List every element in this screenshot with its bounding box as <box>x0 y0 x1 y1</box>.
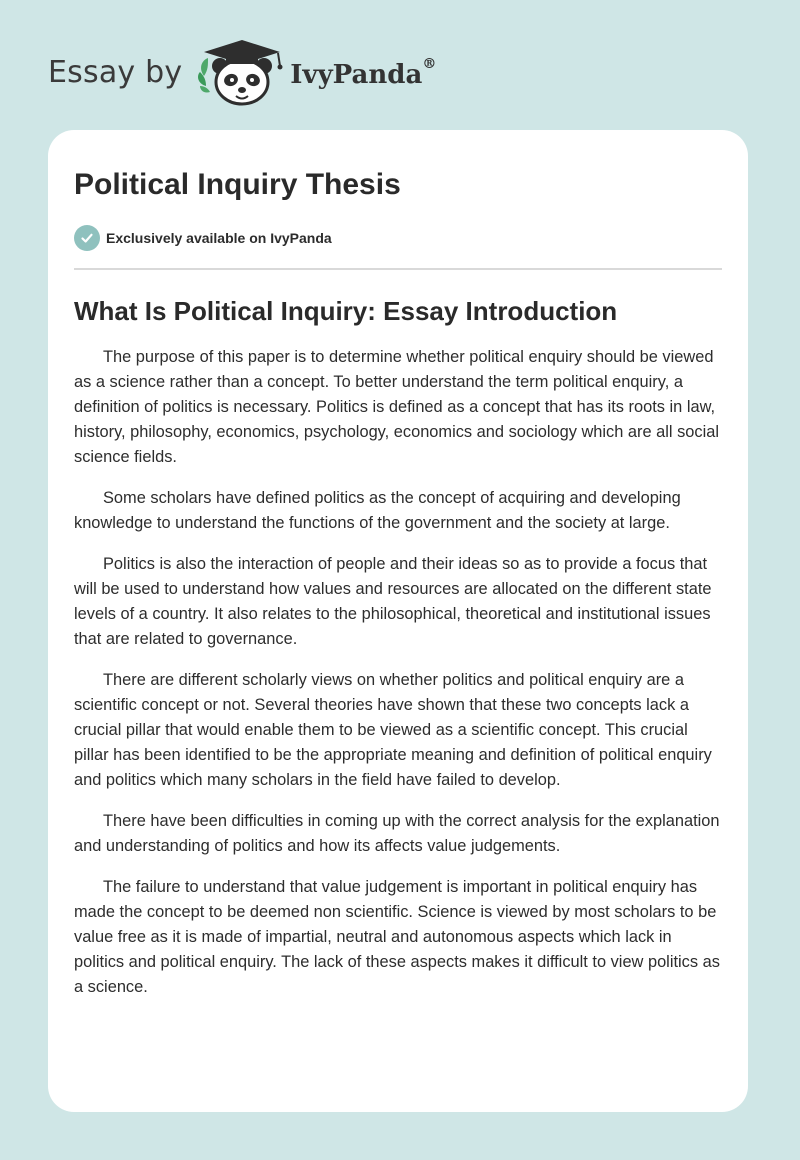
paragraph: The failure to understand that value judgement is important in political enquiry has made the concept to be deemed non scientific. Science is viewed by most scholars to be value free as it is made of impartial, neutral and autonomous aspects which lack in politics and political enquiry. The lack of these aspects makes it difficult to view politics as a science. <box>74 878 720 996</box>
brand-prefix: Essay by <box>48 54 183 90</box>
panda-graduate-icon <box>196 36 288 108</box>
check-circle-icon <box>74 225 100 251</box>
paragraph: Politics is also the interaction of people and their ideas so as to provide a focus that will be used to understand how values and resources are allocated on the different state levels of a country. It also relates to the philosophical, theoretical and institutional issues that are related to governance. <box>74 555 712 648</box>
brand-name: IvyPanda® <box>290 56 437 90</box>
brand-header <box>48 36 436 108</box>
page-title: Political Inquiry Thesis <box>74 168 401 201</box>
paragraph: The purpose of this paper is to determine whether political enquiry should be viewed as a science rather than a concept. To better understand the term political enquiry, a definition of politics is necessary. Politics is defined as a concept that has its roots in law, history, philosophy, economics, psychology, economics and sociology which are all social science fields. <box>74 348 720 466</box>
paragraph: There have been difficulties in coming up with the correct analysis for the explanation and understanding of politics and how its affects value judgements. <box>74 812 720 855</box>
paragraph: There are different scholarly views on whether politics and political enquiry are a scientific concept or not. Several theories have shown that these two concepts lack a crucial pillar that would enable them to be viewed as a scientific concept. This crucial pillar has been identified to be the appropriate meaning and definition of political enquiry and politics which many scholars in the field have failed to develop. <box>74 671 712 789</box>
exclusive-badge <box>74 224 722 252</box>
section-heading: What Is Political Inquiry: Essay Introduction <box>74 296 618 326</box>
divider <box>74 268 722 270</box>
registered-mark: ® <box>422 56 437 72</box>
exclusive-badge-text: Exclusively available on IvyPanda <box>106 230 332 246</box>
essay-card <box>48 130 748 1112</box>
paragraph: Some scholars have defined politics as the concept of acquiring and developing knowledge to understand the functions of the government and the society at large. <box>74 489 681 532</box>
